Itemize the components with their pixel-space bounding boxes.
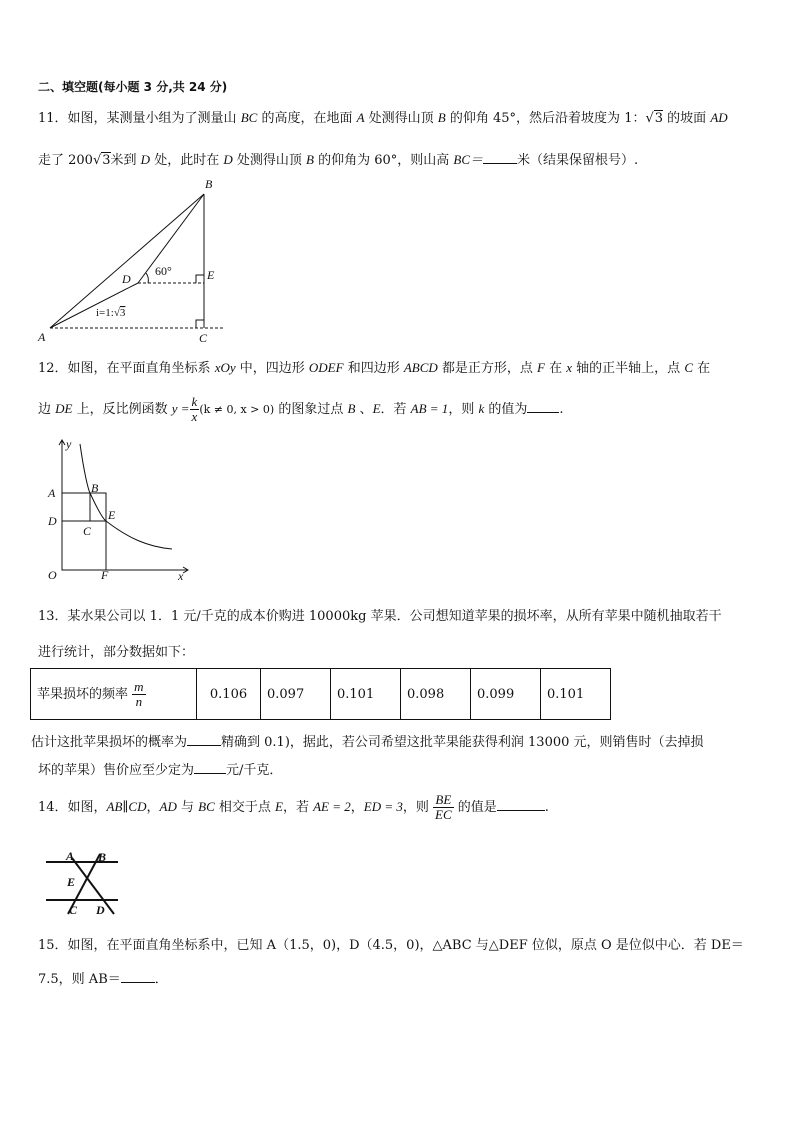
q14-var: AE = 2 (313, 799, 351, 814)
q12-var: k (478, 401, 485, 416)
square-ABCD-edge (62, 493, 106, 521)
q14-text: 14．如图， (38, 800, 107, 815)
q12-text: 轴的正半轴上，点 (572, 361, 685, 376)
q11-var: B (437, 110, 446, 125)
q14-text: 相交于点 (214, 800, 276, 815)
q13-line-1 (38, 609, 722, 625)
q13-frequency-table (30, 668, 611, 720)
row-label: 苹果损坏的频率 (37, 686, 133, 702)
label-y: y (66, 437, 72, 451)
label-A: A (48, 486, 56, 500)
q12-var: E (372, 401, 381, 416)
q14-frac-den: EC (435, 807, 452, 822)
q11-var: BC (240, 110, 258, 125)
q12-var: ABCD (403, 360, 438, 375)
q14-line (38, 790, 549, 825)
label-D: D (96, 903, 105, 917)
q14-var: BC (198, 799, 215, 814)
q13-fraction (132, 680, 145, 709)
q15-text: 7.5，则 AB＝ (38, 972, 121, 987)
label-E: E (207, 268, 215, 282)
q12-var: ODEF (308, 360, 344, 375)
q11-var: AD (710, 110, 728, 125)
q11-var: D (223, 152, 233, 167)
q14-answer-blank[interactable] (497, 798, 545, 811)
q11-text: 的高度，在地面 (257, 111, 357, 126)
q12-text: 在 (545, 361, 567, 376)
section-title: 二、填空题(每小题 3 分,共 24 分) (38, 80, 228, 94)
q14-var: E (275, 799, 283, 814)
q12-var: AB = 1 (410, 401, 449, 416)
label-slope: i=1:√3 (96, 307, 126, 319)
q12-text: ．若 (380, 402, 411, 417)
q12-condition: (k ≠ 0, x > 0) (199, 403, 275, 416)
q12-text: 上，反比例函数 (72, 402, 172, 417)
q12-text: 12．如图，在平面直角坐标系 (38, 361, 215, 376)
q13-frac-den: n (135, 693, 143, 709)
q15-answer-blank[interactable] (121, 970, 155, 983)
q13-amount: 10000kg (308, 609, 367, 624)
q13-text: 13．某水果公司以 1．1 元/千克的成本价购进 (38, 609, 309, 624)
table-cell: 0.097 (261, 669, 331, 720)
q12-text: 中，四边形 (235, 361, 309, 376)
label-B: B (91, 481, 99, 495)
q12-line-2: 边 DE 上，反比例函数 y = $\frac{k}{x}$ (k ≠ 0, x > 0) 的图象过点 B 、E．若 AB = 1，则 k 的值为 . (38, 394, 564, 424)
q12-var: F (537, 360, 545, 375)
q13-line-2: 进行统计，部分数据如下： (38, 645, 195, 660)
q15-text: ． (154, 972, 168, 987)
label-B: B (205, 177, 213, 191)
q11-root: 3 (654, 111, 664, 126)
label-C: C (199, 331, 208, 345)
q11-text: 米（结果保留根号）. (517, 153, 639, 168)
q11-answer-blank[interactable] (483, 151, 517, 164)
q11-text: 米到 (110, 153, 141, 168)
q13-frac-num: m (134, 678, 144, 694)
label-angle: 60° (155, 264, 172, 278)
table-cell: 0.099 (471, 669, 541, 720)
q11-var: BC＝ (453, 152, 484, 167)
label-A: A (66, 849, 75, 863)
q12-frac-den: x (191, 409, 198, 424)
q11-line-2: 走了 200√3米到 D 处，此时在 D 处测得山顶 B 的仰角为 60°，则山高 BC＝ 米（结果保留根号）. (38, 152, 639, 168)
q14-text: ， (146, 800, 160, 815)
q15-line-2 (38, 970, 168, 988)
line-AB (50, 194, 204, 328)
q11-line-1: 11．如图，某测量小组为了测量山 BC 的高度，在地面 A 处测得山顶 B 的仰角 45°，然后沿着坡度为 1：√3 的坡面 AD (38, 110, 728, 126)
right-angle-E (196, 275, 204, 283)
q14-text: . (544, 800, 549, 815)
label-C: C (69, 903, 78, 917)
q11-text: 处，此时在 (150, 153, 224, 168)
q11-text: 11．如图，某测量小组为了测量山 (38, 111, 241, 126)
q11-root: 3 (102, 153, 111, 168)
table-cell: 0.106 (197, 669, 261, 720)
q12-answer-blank[interactable] (527, 400, 559, 413)
q12-text: 的值为 (484, 402, 528, 417)
q14-var: AB∥CD (106, 799, 147, 814)
q11-text: 的坡面 (663, 111, 711, 126)
q13-text: 苹果．公司想知道苹果的损坏率，从所有苹果中随机抽取若干 (366, 609, 722, 624)
q14-text: 与 (176, 800, 199, 815)
q13-line-4 (38, 761, 282, 779)
q11-text: 的仰角 45°，然后沿着坡度为 1： (445, 111, 646, 126)
q13-text: 精确到 0.1)，据此，若公司希望这批苹果能获得利润 13000 元，则销售时（去掉损 (221, 735, 704, 750)
q13-line-3 (31, 733, 704, 751)
label-C: C (83, 524, 92, 538)
q14-var: ED = 3 (363, 799, 403, 814)
inverse-curve (80, 444, 172, 549)
q12-text: 和四边形 (343, 361, 404, 376)
q11-var: D (140, 152, 151, 167)
q12-text: 边 (38, 402, 56, 417)
q12-figure (38, 434, 198, 586)
q12-text: ，则 (448, 402, 479, 417)
label-D: D (48, 514, 57, 528)
q11-text: 处测得山顶 (232, 153, 306, 168)
q14-text: ，则 (402, 800, 434, 815)
q15-line-1: 15．如图，在平面直角坐标系中，已知 A（1.5，0)，D（4.5，0)，△ABC 与△DEF 位似，原点 O 是位似中心．若 DE＝ (38, 938, 744, 953)
q14-text: 的值是 (453, 800, 497, 815)
q12-var: xOy (214, 360, 236, 375)
q12-var: B (347, 401, 356, 416)
q13-text: 坏的苹果）售价应至少定为 (38, 763, 195, 778)
table-cell: 0.101 (331, 669, 401, 720)
q14-fraction (433, 793, 454, 822)
q12-frac-num: k (191, 394, 198, 409)
q14-text: ， (350, 800, 364, 815)
q12-var: x (566, 360, 573, 375)
square-ABCD (62, 493, 90, 521)
q12-text: 在 (692, 361, 711, 376)
q13-text: 元/千克． (226, 763, 283, 778)
label-x: x (178, 569, 184, 583)
table-cell: 0.098 (401, 669, 471, 720)
label-O: O (48, 568, 57, 582)
q12-text: 的图象过点 (274, 402, 348, 417)
q12-line-1 (38, 360, 710, 377)
label-A: A (38, 330, 46, 344)
q11-figure (30, 175, 240, 345)
q14-frac-num: BE (433, 793, 454, 808)
q12-fraction (190, 395, 200, 424)
q12-var: y = (171, 401, 190, 416)
q14-figure (42, 848, 127, 920)
table-row (31, 669, 611, 720)
q14-var: AD (159, 799, 177, 814)
table-cell: 0.101 (541, 669, 611, 720)
label-B: B (98, 850, 107, 864)
angle-arc-60 (146, 273, 148, 283)
q12-text: 、 (355, 402, 373, 417)
q14-text: ，若 (282, 800, 314, 815)
label-D: D (122, 272, 131, 286)
q11-text: 的仰角为 60°，则山高 (313, 153, 454, 168)
q13-answer-blank-1[interactable] (187, 733, 221, 746)
label-E: E (67, 875, 76, 889)
table-header-cell (31, 669, 197, 720)
q11-text: 走了 200 (38, 153, 93, 168)
label-E: E (108, 508, 116, 522)
q11-var: A (356, 110, 365, 125)
q12-var: DE (55, 401, 73, 416)
q12-var: C (684, 360, 693, 375)
q12-text: 都是正方形，点 (437, 361, 538, 376)
q13-answer-blank-2[interactable] (194, 761, 226, 774)
q13-text: 估计这批苹果损坏的概率为 (31, 735, 188, 750)
right-angle-C (196, 320, 204, 328)
q11-var: B (305, 152, 314, 167)
q11-text: 处测得山顶 (364, 111, 438, 126)
label-F: F (101, 568, 109, 582)
